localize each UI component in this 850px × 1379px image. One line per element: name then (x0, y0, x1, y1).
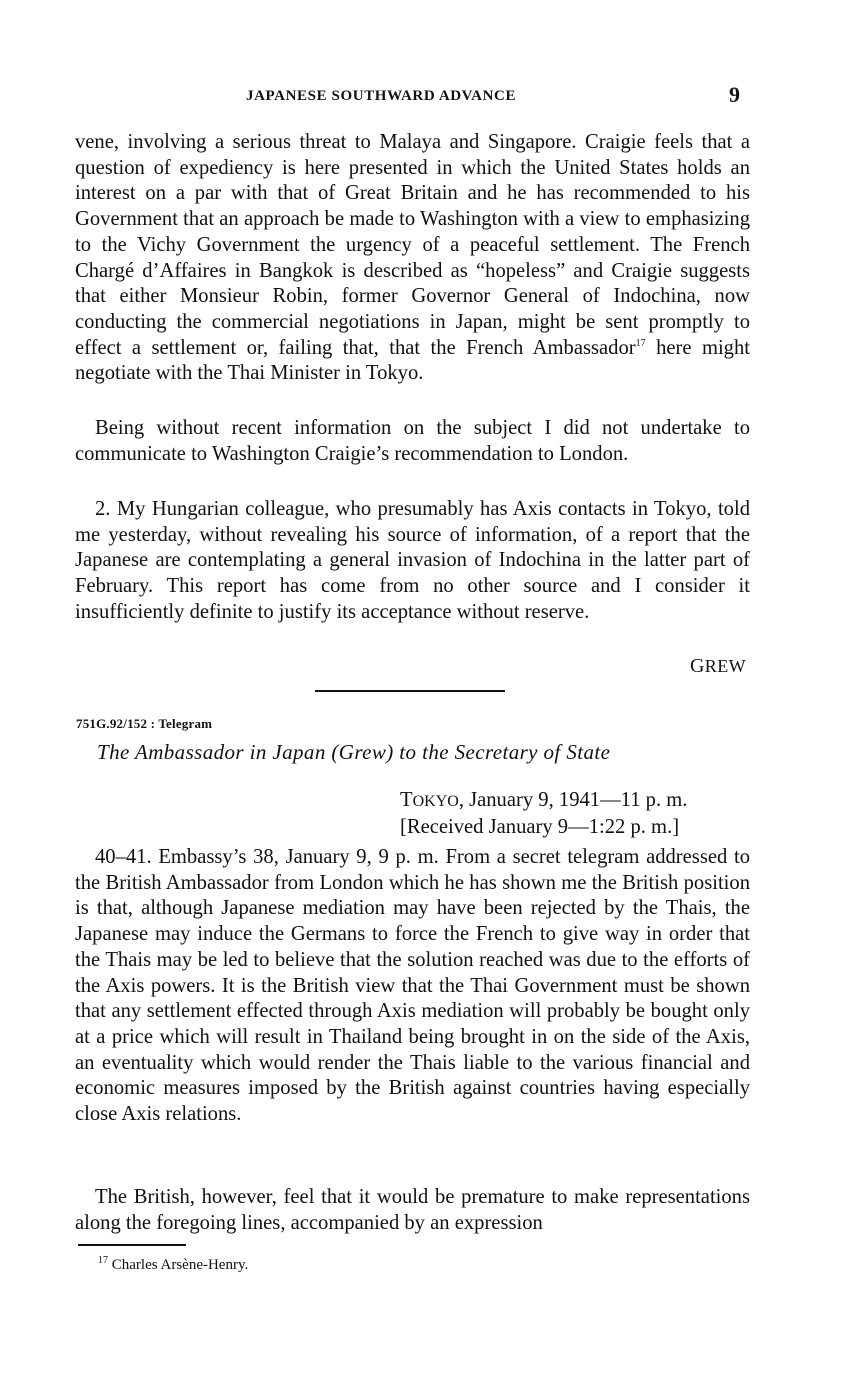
section-divider (315, 690, 505, 692)
file-reference: 751G.92/152 : Telegram (76, 716, 213, 731)
footnote-text: Charles Arsène-Henry. (111, 1257, 249, 1273)
footnote (98, 1257, 248, 1274)
footnote-divider (78, 1244, 186, 1246)
paragraph-3: 2. My Hungarian colleague, who presumably has Axis contacts in Tokyo, told me yesterday, without revealing his source of information, of a report that the Japanese are contemplating a general invasion of Indochina in the latter part of February. This report has come from no other source and I consider it insufficiently definite to justify its acceptance without reserve. (75, 498, 750, 623)
footnote-reference: 17 (635, 337, 646, 349)
footnote-mark: 17 (98, 1255, 108, 1266)
paragraph-2: Being without recent information on the subject I did not undertake to communicate to Washington Craigie’s recommendation to London. (75, 417, 750, 465)
dateline-date: , January 9, 1941—11 p. m. (458, 789, 688, 811)
dateline-place-initial: T (400, 789, 413, 811)
paragraph-4: 40–41. Embassy’s 38, January 9, 9 p. m. From a secret telegram addressed to the British Ambassador from London which he has shown me the British position is that, although Japanese mediation may have been rejected by the Thais, the Japanese may induce the Germans to force the French to give way in order that the Thais may be led to believe that the solution reached was due to the efforts of the Axis powers. It is the British view that the Thai Government must be shown that any settlement effected through Axis mediation will probably be bought only at a price which will result in Thailand being brought in on the side of the Axis, an eventuality which would render the Thais liable to the various financial and economic measures imposed by the British against countries having especially close Axis relations. (75, 846, 750, 1126)
page-number: 9 (729, 82, 740, 107)
document-title: The Ambassador in Japan (Grew) to the Secretary of State (97, 740, 611, 764)
paragraph-1-text: vene, involving a serious threat to Malaya and Singapore. Craigie feels that a question of expediency is here presented in which the United States holds an interest on a par with that of Great Britain and he has recommended to his Government that an approach be made to Washington with a view to emphasizing to the Vichy Government the urgency of a peaceful settlement. The French Chargé d’Affaires in Bangkok is described as “hopeless” and Craigie suggests that either Monsieur Robin, former Governor General of Indochina, now conducting the commercial negotiations in Japan, might be sent promptly to effect a settlement or, failing that, that the French Ambassador (75, 131, 750, 359)
paragraph-1-end: here might negotiate with the Thai Minister in Tokyo. (75, 336, 751, 385)
dateline-received: [Received January 9—1:22 p. m.] (400, 815, 680, 838)
running-head: JAPANESE SOUTHWARD ADVANCE (246, 88, 517, 104)
dateline-sent (400, 788, 687, 815)
signature-rest: REW (704, 656, 746, 676)
dateline-place-rest: OKYO (412, 793, 459, 810)
signature-initial: G (689, 655, 705, 677)
dateline (400, 788, 687, 840)
paragraph-5: The British, however, feel that it would be premature to make representations along the foregoing lines, accompanied by an expression (75, 1186, 750, 1234)
paragraph-1 (75, 130, 750, 387)
signature (690, 655, 746, 678)
